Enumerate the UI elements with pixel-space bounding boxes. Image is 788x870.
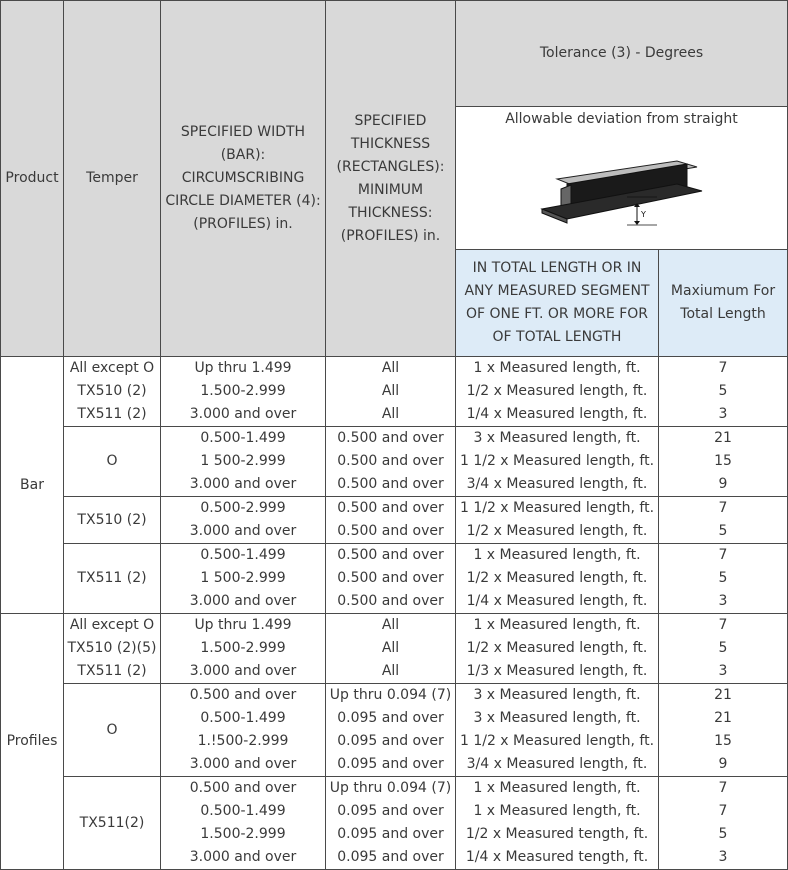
tolerance-value: 1 x Measured length, ft.	[473, 617, 641, 633]
tolerance-value: 1 1/2 x Measured length, ft.	[459, 733, 655, 749]
thickness-value: 0.500 and over	[337, 593, 444, 609]
temper-line: TX511 (2)	[77, 570, 147, 586]
temper-cell	[64, 544, 161, 614]
tolerance-value: 3 x Measured length, ft.	[473, 687, 641, 703]
header-tolerance: Tolerance (3) - Degrees	[456, 1, 788, 107]
thickness-value: 0.095 and over	[337, 803, 444, 819]
tolerance-cell	[456, 497, 659, 544]
header-in-total-length: IN TOTAL LENGTH OR IN ANY MEASURED SEGMENT OF ONE FT. OR MORE FOR OF TOTAL LENGTH	[456, 250, 659, 357]
width-value: 3.000 and over	[189, 593, 297, 609]
thickness-value: 0.095 and over	[337, 849, 444, 865]
temper-cell	[64, 357, 161, 427]
thickness-value: Up thru 0.094 (7)	[329, 780, 452, 796]
width-value: 3.000 and over	[189, 406, 297, 422]
maximum-value: 21	[714, 430, 732, 446]
tolerance-value: 1/2 x Measured length, ft.	[466, 570, 648, 586]
temper-line: All except O	[69, 360, 155, 376]
tolerance-value: 1 1/2 x Measured length, ft.	[459, 500, 655, 516]
tolerance-value: 1/4 x Measured length, ft.	[466, 593, 648, 609]
width-cell	[161, 684, 326, 777]
temper-line: O	[106, 453, 118, 469]
product-cell: Profiles	[1, 614, 64, 870]
header-specified-thickness: SPECIFIED THICKNESS (RECTANGLES): MINIMUM THICKNESS: (PROFILES) in.	[326, 1, 456, 357]
tolerance-cell	[456, 357, 659, 427]
header-specified-width: SPECIFIED WIDTH (BAR): CIRCUMSCRIBING CIRCLE DIAMETER (4): (PROFILES) in.	[161, 1, 326, 357]
maximum-cell	[659, 614, 788, 684]
maximum-value: 3	[718, 849, 728, 865]
table-row	[1, 544, 788, 614]
tolerance-value: 3/4 x Measured length, ft.	[466, 476, 648, 492]
tolerance-value: 1/2 x Measured tength, ft.	[465, 826, 649, 842]
width-value: 0.500-1.499	[200, 547, 286, 563]
header-deviation-cell	[456, 107, 788, 250]
header-maximum-total-length: Maxiumum For Total Length	[659, 250, 788, 357]
width-value: 1.!500-2.999	[197, 733, 289, 749]
tolerance-value: 1/4 x Measured tength, ft.	[465, 849, 649, 865]
maximum-cell	[659, 544, 788, 614]
tolerance-value: 1 x Measured length, ft.	[473, 547, 641, 563]
thickness-value: 0.500 and over	[337, 570, 444, 586]
temper-line: O	[106, 721, 118, 738]
table-row	[1, 614, 788, 684]
maximum-value: 5	[718, 826, 728, 842]
maximum-value: 21	[714, 710, 732, 726]
tolerance-value: 3/4 x Measured length, ft.	[466, 756, 648, 772]
maximum-value: 5	[718, 570, 728, 586]
thickness-value: 0.095 and over	[337, 733, 444, 749]
thickness-cell	[326, 777, 456, 870]
maximum-value: 3	[718, 663, 728, 679]
width-value: 1 500-2.999	[200, 453, 286, 469]
temper-line: TX511(2)	[79, 814, 145, 831]
tolerance-cell	[456, 544, 659, 614]
tolerance-cell	[456, 427, 659, 497]
thickness-value: 0.500 and over	[337, 500, 444, 516]
thickness-value: Up thru 0.094 (7)	[329, 687, 452, 703]
tolerance-value: 1/4 x Measured length, ft.	[466, 406, 648, 422]
width-value: 3.000 and over	[189, 756, 297, 772]
maximum-value: 7	[718, 780, 728, 796]
thickness-value: All	[381, 640, 400, 656]
width-value: Up thru 1.499	[194, 617, 292, 633]
maximum-cell	[659, 684, 788, 777]
maximum-cell	[659, 357, 788, 427]
width-cell	[161, 614, 326, 684]
width-cell	[161, 497, 326, 544]
thickness-value: All	[381, 406, 400, 422]
maximum-cell	[659, 427, 788, 497]
thickness-value: 0.500 and over	[337, 547, 444, 563]
maximum-value: 3	[718, 593, 728, 609]
temper-line: TX510 (2)	[77, 383, 147, 399]
tolerance-value: 1/2 x Measured length, ft.	[466, 640, 648, 656]
thickness-cell	[326, 357, 456, 427]
product-cell: Bar	[1, 357, 64, 614]
thickness-value: 0.500 and over	[337, 453, 444, 469]
width-value: 0.500 and over	[189, 687, 297, 703]
maximum-value: 7	[718, 360, 728, 376]
maximum-value: 7	[718, 547, 728, 563]
width-cell	[161, 357, 326, 427]
maximum-value: 21	[714, 687, 732, 703]
width-value: Up thru 1.499	[194, 360, 292, 376]
thickness-value: 0.500 and over	[337, 523, 444, 539]
thickness-cell	[326, 497, 456, 544]
tolerance-value: 1 1/2 x Measured length, ft.	[459, 453, 655, 469]
tolerance-value: 3 x Measured length, ft.	[473, 430, 641, 446]
maximum-cell	[659, 777, 788, 870]
maximum-value: 7	[718, 617, 728, 633]
tolerance-value: 3 x Measured length, ft.	[473, 710, 641, 726]
width-cell	[161, 427, 326, 497]
maximum-value: 5	[718, 640, 728, 656]
temper-line: All except O	[69, 617, 155, 633]
tolerance-value: 1 x Measured length, ft.	[473, 803, 641, 819]
thickness-cell	[326, 684, 456, 777]
thickness-cell	[326, 544, 456, 614]
table-row	[1, 684, 788, 777]
thickness-value: 0.500 and over	[337, 476, 444, 492]
width-value: 0.500-2.999	[200, 500, 286, 516]
temper-line: TX511 (2)	[77, 406, 147, 422]
temper-cell	[64, 614, 161, 684]
width-value: 3.000 and over	[189, 523, 297, 539]
width-value: 0.500-1.499	[200, 803, 286, 819]
table-row	[1, 357, 788, 427]
maximum-value: 15	[714, 733, 732, 749]
temper-cell	[64, 497, 161, 544]
maximum-value: 5	[718, 523, 728, 539]
maximum-value: 9	[718, 756, 728, 772]
width-value: 1.500-2.999	[200, 826, 286, 842]
width-cell	[161, 544, 326, 614]
maximum-value: 7	[718, 803, 728, 819]
maximum-value: 9	[718, 476, 728, 492]
tolerance-value: 1/3 x Measured length, ft.	[466, 663, 648, 679]
temper-cell	[64, 684, 161, 777]
table-row	[1, 497, 788, 544]
header-product: Product	[1, 1, 64, 357]
thickness-value: 0.500 and over	[337, 430, 444, 446]
tolerance-value: 1/2 x Measured length, ft.	[466, 383, 648, 399]
tolerance-value: 1 x Measured length, ft.	[473, 360, 641, 376]
tolerance-value: 1/2 x Measured length, ft.	[466, 523, 648, 539]
tolerance-cell	[456, 614, 659, 684]
thickness-value: All	[381, 617, 400, 633]
temper-line: TX510 (2)	[77, 511, 147, 528]
temper-line: TX510 (2)(5)	[67, 640, 157, 656]
temper-cell	[64, 427, 161, 497]
maximum-value: 7	[718, 500, 728, 516]
width-value: 3.000 and over	[189, 849, 297, 865]
diagram-y-label: Y	[640, 209, 646, 219]
width-value: 0.500-1.499	[200, 710, 286, 726]
bent-beam-diagram-icon	[456, 131, 787, 246]
header-deviation-label: Allowable deviation from straight	[505, 111, 738, 127]
width-value: 0.500-1.499	[200, 430, 286, 446]
width-value: 1.500-2.999	[200, 640, 286, 656]
thickness-cell	[326, 427, 456, 497]
table-row	[1, 777, 788, 870]
temper-cell	[64, 777, 161, 870]
header-temper: Temper	[64, 1, 161, 357]
width-value: 0.500 and over	[189, 780, 297, 796]
width-value: 1.500-2.999	[200, 383, 286, 399]
thickness-value: 0.095 and over	[337, 710, 444, 726]
width-value: 1 500-2.999	[200, 570, 286, 586]
tolerance-cell	[456, 777, 659, 870]
thickness-cell	[326, 614, 456, 684]
thickness-value: 0.095 and over	[337, 826, 444, 842]
width-value: 3.000 and over	[189, 663, 297, 679]
thickness-value: All	[381, 383, 400, 399]
width-value: 3.000 and over	[189, 476, 297, 492]
maximum-value: 3	[718, 406, 728, 422]
temper-line: TX511 (2)	[77, 663, 147, 679]
thickness-value: 0.095 and over	[337, 756, 444, 772]
maximum-value: 5	[718, 383, 728, 399]
maximum-value: 15	[714, 453, 732, 469]
width-cell	[161, 777, 326, 870]
thickness-value: All	[381, 360, 400, 376]
table-row	[1, 427, 788, 497]
thickness-value: All	[381, 663, 400, 679]
tolerance-value: 1 x Measured length, ft.	[473, 780, 641, 796]
maximum-cell	[659, 497, 788, 544]
tolerance-cell	[456, 684, 659, 777]
